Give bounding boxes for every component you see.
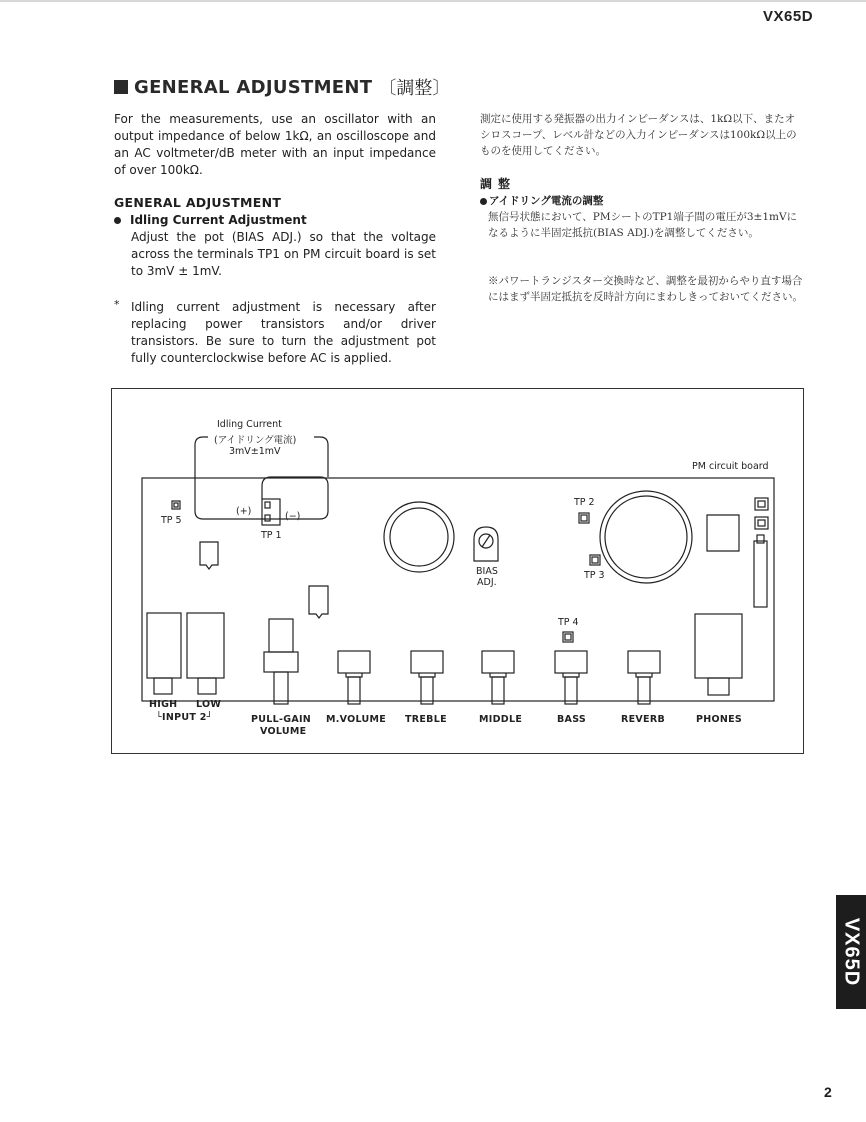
tp5-pad xyxy=(172,501,180,509)
component-left xyxy=(200,542,218,569)
reverb-pot xyxy=(628,651,660,704)
input-high-jack xyxy=(147,613,181,678)
title-jp: 〔調整〕 xyxy=(378,78,451,99)
side-tab-text: VX65D xyxy=(840,917,863,987)
middle-pot xyxy=(482,651,514,704)
pull-gain-volume-pot xyxy=(269,619,293,652)
english-intro: For the measurements, use an oscillator with an output impedance of below 1kΩ, an oscilloscope and an AC voltmeter/dB meter with an input impedance of over 100kΩ. xyxy=(114,112,436,177)
pull-gain-label: PULL-GAIN xyxy=(251,714,312,725)
capacitor-right xyxy=(600,491,692,583)
capacitor-left xyxy=(384,502,454,572)
english-bullet-label: Idling Current Adjustment xyxy=(130,213,307,227)
english-section-title: GENERAL ADJUSTMENT xyxy=(114,195,282,210)
reverb-label: REVERB xyxy=(621,714,666,725)
note-marker: * xyxy=(114,298,120,311)
tp3-label: TP 3 xyxy=(584,570,605,581)
bullet-dot-icon xyxy=(114,217,121,224)
tp2-label: TP 2 xyxy=(574,497,595,508)
japanese-bullet xyxy=(480,193,603,208)
phones-label: PHONES xyxy=(696,714,743,725)
bass-pot xyxy=(555,651,587,704)
m-volume-label: M.VOLUME xyxy=(326,714,387,725)
adj-label: ADJ. xyxy=(477,577,497,588)
model-header: VX65D xyxy=(763,8,814,25)
title-text: GENERAL ADJUSTMENT xyxy=(134,76,373,98)
board-label: PM circuit board xyxy=(692,461,769,472)
page-title xyxy=(114,74,450,100)
middle-label: MIDDLE xyxy=(479,714,523,725)
idling-current-jp-label: (アイドリング電流) xyxy=(214,435,297,446)
english-bullet xyxy=(114,213,307,227)
tp1-plus-label: (+) xyxy=(236,506,252,517)
pm-circuit-board-diagram xyxy=(111,388,804,754)
idling-current-value: 3mV±1mV xyxy=(229,446,281,457)
tp5-label: TP 5 xyxy=(161,515,182,526)
tp1-minus-label: (−) xyxy=(285,511,301,522)
tp4-label: TP 4 xyxy=(558,617,579,628)
input-low-jack xyxy=(187,613,224,678)
input2-label: └INPUT 2┘ xyxy=(156,712,213,723)
component-right-square xyxy=(707,515,739,551)
m-volume-pot xyxy=(338,651,370,704)
english-bullet-text: Adjust the pot (BIAS ADJ.) so that the voltage across the terminals TP1 on PM circuit board is set to 3mV ± 1mV. xyxy=(131,230,436,278)
tp1-label: TP 1 xyxy=(261,530,282,541)
terminal-right-2 xyxy=(755,517,768,529)
japanese-section-title: 調整 xyxy=(480,177,517,191)
english-note: Idling current adjustment is necessary after replacing power transistors and/or driver transistors. Be sure to turn the adjustment pot fully counterclockwise before AC is applied. xyxy=(131,300,436,365)
title-square-icon xyxy=(114,80,128,94)
bias-label: BIAS xyxy=(476,566,498,577)
component-right-bar xyxy=(754,541,767,607)
japanese-intro: 測定に使用する発振器の出力インピーダンスは、1kΩ以下、またオシロスコープ、レベル計などの入力インピーダンスは100kΩ以上のものを使用してください。 xyxy=(480,113,797,157)
japanese-bullet-label: アイドリング電流の調整 xyxy=(489,195,604,207)
japanese-bullet-text: 無信号状態において、PMシートのTP1端子間の電圧が3±1mVになるように半固定抵抗(BIAS ADJ.)を調整してください。 xyxy=(488,211,798,239)
japanese-note: ※パワートランジスター交換時など、調整を最初からやり直す場合にはまず半固定抵抗を反時計方向にまわしきっておいてください。 xyxy=(488,275,803,303)
idling-current-label: Idling Current xyxy=(217,419,282,430)
measurement-lead-right xyxy=(314,437,328,477)
treble-pot xyxy=(411,651,443,704)
terminal-right-1 xyxy=(755,498,768,510)
bass-label: BASS xyxy=(557,714,587,725)
high-label: HIGH xyxy=(149,699,178,710)
bullet-dot-icon xyxy=(480,198,487,205)
bias-adj-pot xyxy=(474,527,498,561)
component-middle xyxy=(309,586,328,618)
side-tab xyxy=(836,895,866,1009)
page-number: 2 xyxy=(824,1084,832,1100)
low-label: LOW xyxy=(196,699,222,710)
volume-label: VOLUME xyxy=(260,726,307,737)
phones-jack xyxy=(695,614,742,678)
top-rule xyxy=(0,0,866,2)
treble-label: TREBLE xyxy=(405,714,447,725)
